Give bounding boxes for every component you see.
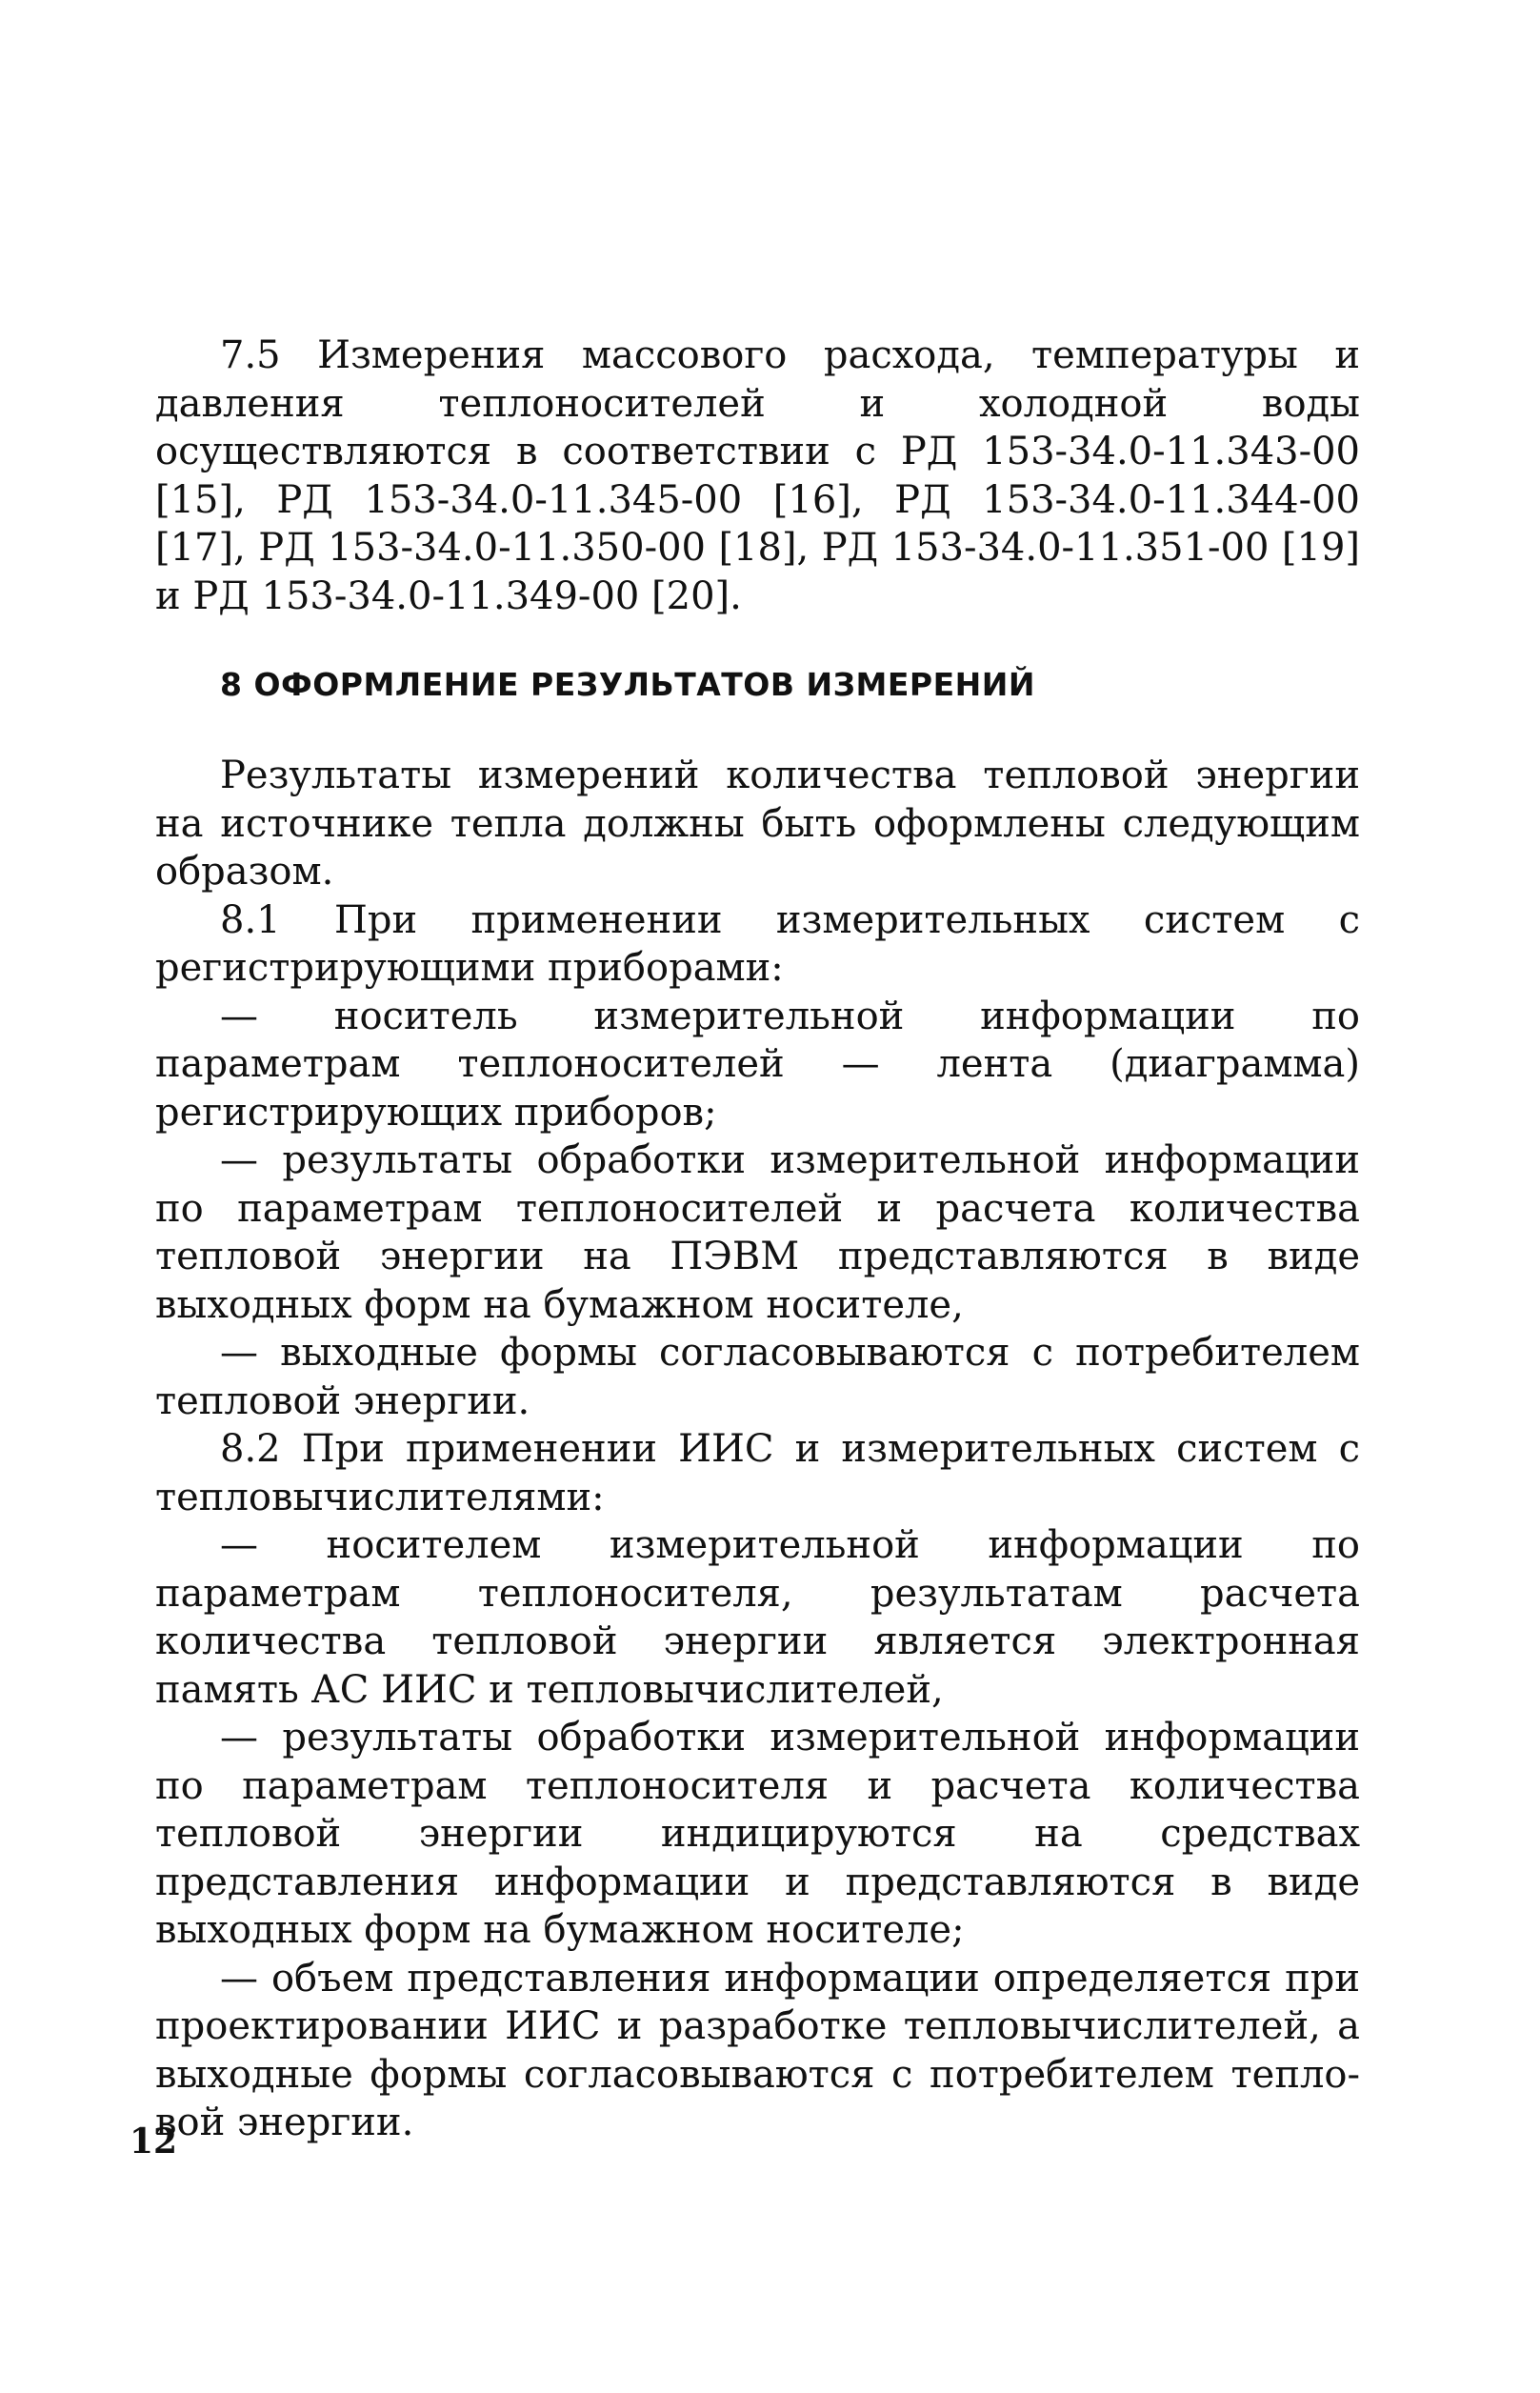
- paragraph-8-2: 8.2 При применении ИИС и измерительных систем с тепловычислителями:: [155, 1427, 1360, 1519]
- paragraph-8-2-item-3: — объем представления информации определяется при проектировании ИИС и разработке тепловычислителей, а выходные формы согласовываются с потребителем тепловой энергии.: [155, 1956, 1360, 2144]
- section-8-intro: Результаты измерений количества тепловой энергии на источнике тепла должны быть оформлены следующим образом.: [155, 754, 1360, 894]
- page-number: 12: [130, 2122, 178, 2162]
- paragraph-8-1-item-1: — носитель измерительной информации по параметрам теплоносителей — лента (диаграмма) регистрирующих приборов;: [155, 994, 1360, 1135]
- paragraph-8-1: 8.1 При применении измерительных систем с регистрирующими приборами:: [155, 897, 1360, 990]
- paragraph-8-2-item-2: — результаты обработки измерительной информации по параметрам теплоносителя и расчета количества тепловой энергии индицируются на средствах представления информации и представляются в виде выходных форм на бумажном носителе;: [155, 1716, 1360, 1952]
- section-heading-8: 8 ОФОРМЛЕНИЕ РЕЗУЛЬТАТОВ ИЗМЕРЕНИЙ: [220, 666, 1035, 703]
- paragraph-8-2-item-1: — носителем измерительной информации по параметрам теплоносителя, результатам расчета количества тепловой энергии является электронная память АС ИИС и тепловычислителей,: [155, 1523, 1360, 1712]
- paragraph-8-1-item-3: — выходные формы согласовываются с потребителем тепловой энергии.: [155, 1331, 1360, 1423]
- paragraph-8-1-item-2: — результаты обработки измерительной информации по параметрам теплоносителей и расчета количества тепловой энергии на ПЭВМ представляются в виде выходных форм на бумажном носителе,: [155, 1138, 1360, 1327]
- page-content: [155, 332, 1360, 2147]
- paragraph-7-5: 7.5 Измерения массового расхода, температуры и давления теплоносителей и холодной воды осуществляются в соответствии с РД 153-34.0-11.343-00 [15], РД 153-34.0-11.345-00 [16], РД 153-34.0-11.344-00 [17], РД 153-34.0-11.350-00 [18], РД 153-34.0-11.351-00 [19] и РД 153-34.0-11.349-00 [20].: [155, 333, 1360, 618]
